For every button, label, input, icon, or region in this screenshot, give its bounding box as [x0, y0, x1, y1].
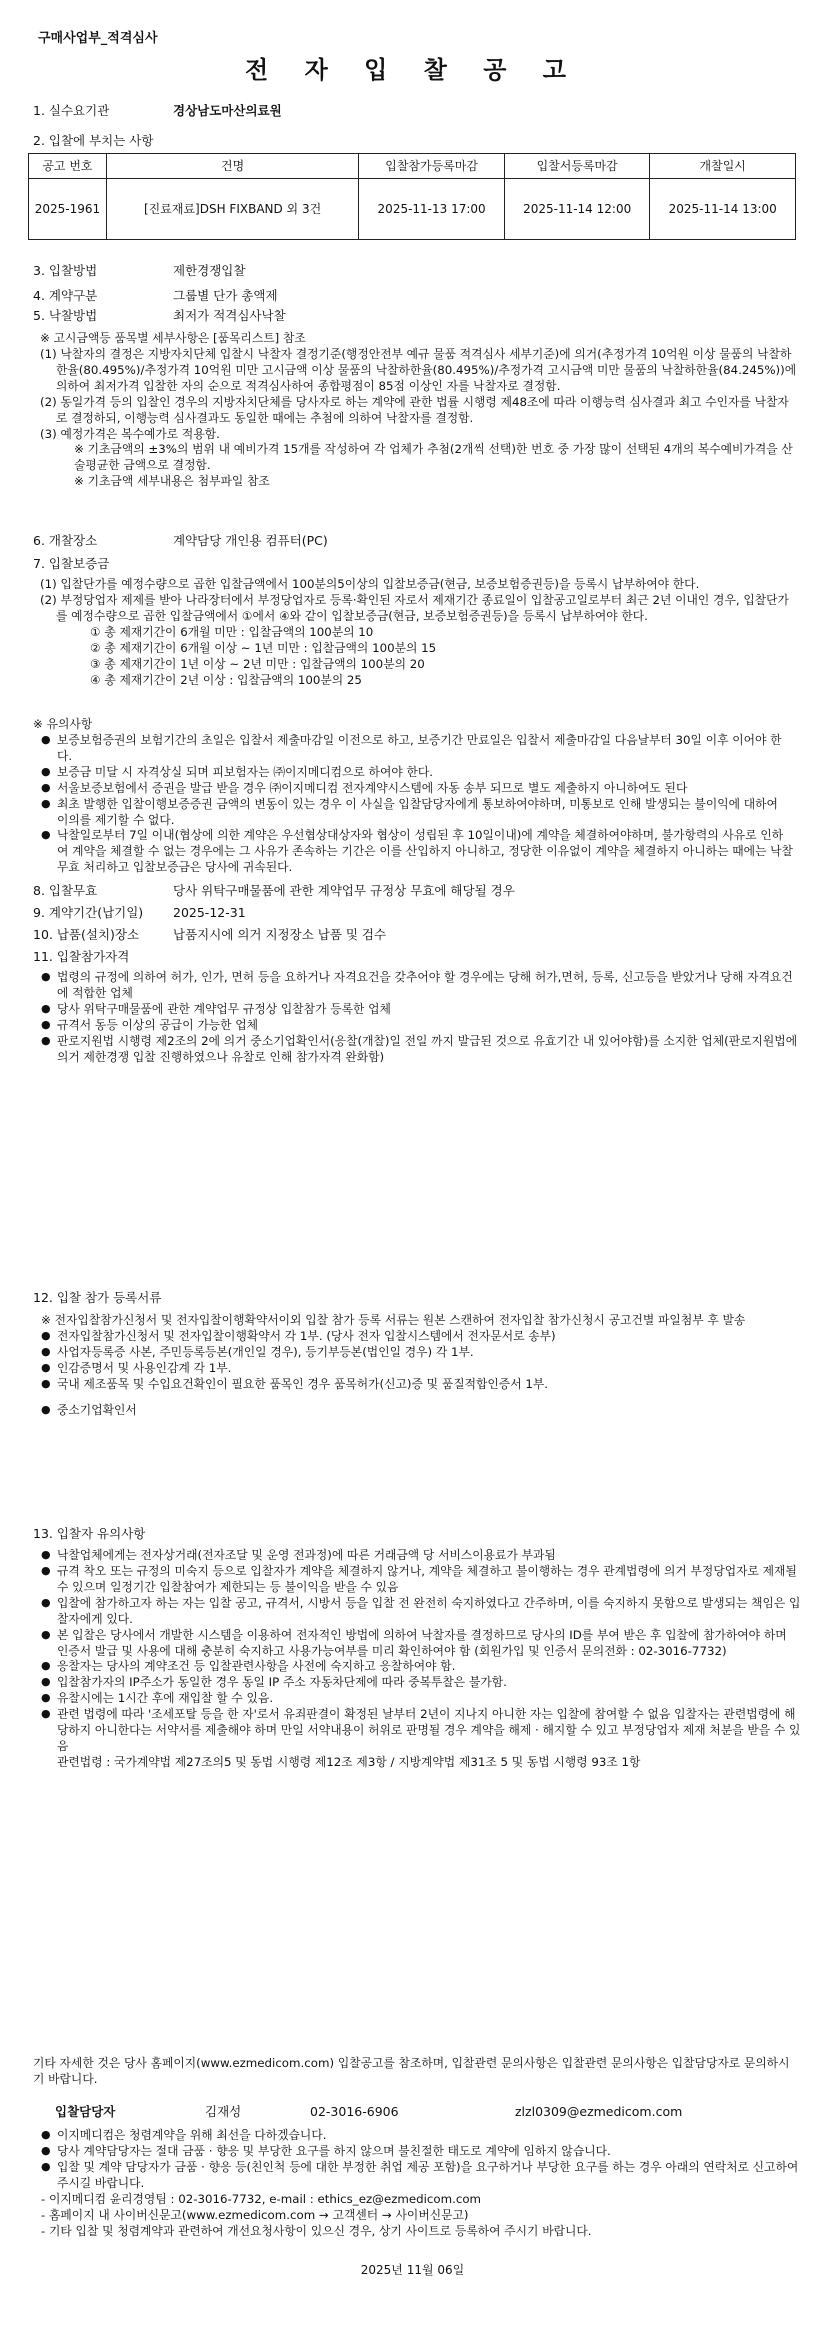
- cell-opening-time: 2025-11-14 13:00: [650, 179, 796, 240]
- section-1: [33, 103, 282, 120]
- document-item: ● 중소기업확인서: [41, 1403, 801, 1419]
- notice-item: ● 응찰자는 당사의 계약조건 등 입찰관련사항을 사전에 숙지하고 응찰하여야 함.: [41, 1659, 801, 1675]
- ethics-item: ● 입찰 및 계약 담당자가 금품 · 향응 등(친인척 등에 대한 부정한 취업 제공 포함)을 요구하거나 부당한 요구를 하는 경우 아래의 연락처로 신고하여 주시길 바랍니다.: [41, 2160, 801, 2192]
- ethics-item: ● 당사 계약담당자는 절대 금품 · 향응 및 부당한 요구를 하지 않으며 불친절한 태도로 계약에 임하지 않습니다.: [41, 2144, 801, 2160]
- section-6: [33, 533, 328, 550]
- section-7-item: (1) 입찰단가를 예정수량으로 곱한 입찰금액에서 100분의5이상의 입찰보증금(현금, 보증보험증권등)을 등록시 납부하여야 한다.: [40, 577, 700, 591]
- section-7-details: [40, 577, 800, 688]
- section-9: [33, 905, 246, 922]
- page-title: 전 자 입 찰 공 고: [245, 56, 580, 84]
- section-11-label: 11. 입찰참가자격: [33, 949, 130, 964]
- section-12-details: [41, 1313, 801, 1419]
- section-4: [33, 288, 278, 305]
- section-7-sub: ② 총 제재기간이 6개월 이상 ~ 1년 미만 : 입찰금액의 100분의 15: [90, 640, 437, 655]
- section-8-label: 8. 입찰무효: [33, 883, 98, 898]
- section-3-label: 3. 입찰방법: [33, 263, 98, 278]
- law-reference: 관련법령 : 국가계약법 제27조의5 및 동법 시행령 제12조 제3항 / 지방계약법 제31조 5 및 동법 시행령 93조 1항: [57, 1754, 641, 1769]
- section-12-label: 12. 입찰 참가 등록서류: [33, 1290, 162, 1305]
- col-opening-time: 개찰일시: [650, 154, 796, 179]
- notice-item: ● 관련 법령에 따라 '조세포탈 등을 한 자'로서 유죄판결이 확정된 날부터 2년이 지나지 아니한 자는 입찰에 참여할 수 없음 입찰자는 관련법령에 해당하지 아니한다는 서약서를 제출해야 하며 만일 서약내용이 허위로 판명될 경우 계약을 해제 · 해지할 수 있고 부정당업자 제재 처분을 받을 수 있음: [41, 1707, 801, 1755]
- section-7-sub: ③ 총 제재기간이 1년 이상 ~ 2년 미만 : 입찰금액의 100분의 20: [90, 656, 425, 671]
- caution-item: ● 보증금 미달 시 자격상실 되며 피보험자는 ㈜이지메디컴으로 하여야 한다.: [41, 765, 793, 781]
- qualification-item: ● 법령의 규정에 의하여 허가, 인가, 면허 등을 요하거나 자격요건을 갖추어야 할 경우에는 당해 허가,면허, 등록, 신고등을 받았거나 당해 자격요건에 적합한 업체: [41, 970, 801, 1002]
- section-11-details: [41, 970, 801, 1066]
- col-notice-no: 공고 번호: [29, 154, 107, 179]
- invalid-bid: 당사 위탁구매물품에 관한 계약업무 규정상 무효에 해당될 경우: [173, 883, 515, 898]
- notice-item: ● 낙찰업체에게는 전자상거래(전자조달 및 운영 전과정)에 따른 거래금액 당 서비스이용료가 부과됨: [41, 1548, 801, 1564]
- qualification-item: ● 당사 위탁구매물품에 관한 계약업무 규정상 입찰참가 등록한 업체: [41, 1002, 801, 1018]
- delivery-place: 납품지시에 의거 지정장소 납품 및 검수: [173, 927, 387, 942]
- notice-item: ● 입찰에 참가하고자 하는 자는 입찰 공고, 규격서, 시방서 등을 입찰 전 완전히 숙지하였다고 간주하며, 이를 숙지하지 못함으로 발생되는 책임은 입찰자에게 있다.: [41, 1596, 801, 1628]
- cell-item-name: [진료재료]DSH FIXBAND 외 3건: [106, 179, 359, 240]
- section-10-label: 10. 납품(설치)장소: [33, 927, 140, 942]
- caution-item: ● 보증보험증권의 보험기간의 초일은 입찰서 제출마감일 이전으로 하고, 보증기간 만료일은 입찰서 제출마감일 다음날부터 30일 이후 이어야 한다.: [41, 733, 793, 765]
- bid-method: 제한경쟁입찰: [173, 263, 246, 278]
- document-item: ● 국내 제조품목 및 수입요건확인이 필요한 품목인 경우 품목허가(신고)증 및 품질적합인증서 1부.: [41, 1377, 801, 1393]
- section-12-note: ※ 전자입찰참가신청서 및 전자입찰이행확약서이외 입찰 참가 등록 서류는 원본 스캔하여 전자입찰 참가신청시 공고건별 파일첨부 후 발송: [41, 1313, 746, 1327]
- section-3: [33, 263, 245, 280]
- department-label: 구매사업부_적격심사: [38, 31, 158, 46]
- contact-email: zlzl0309@ezmedicom.com: [515, 2104, 683, 2119]
- section-5-subnote: ※ 기초금액 세부내용은 첨부파일 참조: [74, 474, 270, 489]
- section-7-sub: ① 총 제재기간이 6개월 미만 : 입찰금액의 100분의 10: [90, 624, 374, 639]
- section-7-label: 7. 입찰보증금: [33, 556, 110, 571]
- section-5-item: (1) 낙찰자의 결정은 지방자치단체 입찰시 낙찰자 결정기준(행정안전부 예규 물품 적격심사 세부기준)에 의거(추정가격 10억원 이상 물품의 낙찰하한율(80.495%)/추정가격 10억원 미만 고시금액 이상 물품의 낙찰하한율(80.495%)/추정가격 고시금액 미만 물품의 낙찰하한율(84.245%))에 의하여 최저가격 입찰한 자의 순으로 적격심사하여 종합평점이 85점 이상인 자를 낙찰자로 결정함.: [40, 346, 797, 393]
- notice-item: ● 입찰참가자의 IP주소가 동일한 경우 동일 IP 주소 자동차단제에 따라 중복투찰은 불가함.: [41, 1675, 801, 1691]
- cell-reg-deadline: 2025-11-13 17:00: [359, 179, 505, 240]
- section-5-label: 5. 낙찰방법: [33, 308, 98, 323]
- ethics-item: ● 이지메디컴은 청렴계약을 위해 최선을 다하겠습니다.: [41, 2128, 801, 2144]
- section-13-details: [41, 1548, 801, 1771]
- caution-item: ● 낙찰일로부터 7일 이내(협상에 의한 계약은 우선협상대상자와 협상이 성립된 후 10일이내)에 계약을 체결하여야하며, 불가항력의 사유로 인하여 계약을 체결할 수 없는 경우에는 그 사유가 존속하는 기간은 이를 산입하지 아니하고, 정당한 이유없이 계약을 체결하지 아니하는 때에는 낙찰 무효 처리하고 입찰보증금은 당사에 귀속된다.: [41, 828, 793, 876]
- footer-line: - 기타 입찰 및 청렴계약과 관련하여 개선요청사항이 있으신 경우, 상기 사이트로 등록하여 주시기 바랍니다.: [41, 2223, 592, 2238]
- section-5-item: (3) 예정가격은 복수예가로 적용함.: [40, 426, 220, 441]
- document-item: ● 사업자등록증 사본, 주민등록등본(개인일 경우), 등기부등본(법인일 경우) 각 1부.: [41, 1345, 801, 1361]
- caution-label: ※ 유의사항: [33, 717, 93, 731]
- footer-line: - 홈페이지 내 사이버신문고(www.ezmedicom.com → 고객센터 → 사이버신문고): [41, 2207, 469, 2222]
- section-13-label: 13. 입찰자 유의사항: [33, 1526, 146, 1541]
- notice-item: ● 유찰시에는 1시간 후에 재입찰 할 수 있음.: [41, 1691, 801, 1707]
- notice-item: ● 규격 착오 또는 규정의 미숙지 등으로 입찰자가 계약을 체결하지 않거나, 계약을 체결하고 불이행하는 경우 관계법령에 의거 부정당업자로 제재될 수 있으며 일정기간 입찰참여가 제한되는 등 불이익을 받을 수 있음: [41, 1564, 801, 1596]
- contract-period: 2025-12-31: [173, 905, 246, 920]
- document-item: ● 인감증명서 및 사용인감계 각 1부.: [41, 1361, 801, 1377]
- opening-place: 계약담당 개인용 컴퓨터(PC): [173, 533, 328, 548]
- qualification-item: ● 규격서 동등 이상의 공급이 가능한 업체: [41, 1018, 801, 1034]
- notice-date: 2025년 11월 06일: [360, 2263, 465, 2277]
- caution-item: ● 서울보증보험에서 증권을 발급 받을 경우 ㈜이지메디컴 전자계약시스템에 자동 송부 되므로 별도 제출하지 아니하여도 된다: [41, 781, 793, 797]
- section-5-subnote: ※ 기초금액의 ±3%의 범위 내 예비가격 15개를 작성하여 각 업체가 추첨(2개씩 선택)한 번호 중 가장 많이 선택된 4개의 복수예비가격을 산술평균한 금액으로 결정함.: [74, 442, 793, 473]
- section-6-label: 6. 개찰장소: [33, 533, 98, 548]
- footer-intro: 기타 자세한 것은 당사 홈페이지(www.ezmedicom.com) 입찰공고를 참조하며, 입찰관련 문의사항은 입찰관련 문의사항은 입찰담당자로 문의하시기 바랍니다.: [33, 2056, 790, 2086]
- cell-bid-deadline: 2025-11-14 12:00: [504, 179, 650, 240]
- table-row: [29, 179, 796, 240]
- col-bid-deadline: 입찰서등록마감: [504, 154, 650, 179]
- contact-name: 김재성: [205, 2104, 242, 2119]
- contact-row: [55, 2104, 682, 2121]
- cell-notice-no: 2025-1961: [29, 179, 107, 240]
- col-item-name: 건명: [106, 154, 359, 179]
- table-header-row: [29, 154, 796, 179]
- section-4-label: 4. 계약구분: [33, 288, 98, 303]
- section-7-sub: ④ 총 제재기간이 2년 이상 : 입찰금액의 100분의 25: [90, 672, 362, 687]
- caution-block: [33, 717, 793, 876]
- contact-phone: 02-3016-6906: [310, 2104, 399, 2119]
- section-5-note: ※ 고시금액등 품목별 세부사항은 [품목리스트] 참조: [40, 331, 306, 345]
- footer-line: - 이지메디컴 윤리경영팀 : 02-3016-7732, e-mail : ethics_ez@ezmedicom.com: [41, 2191, 482, 2206]
- contact-label: 입찰담당자: [55, 2104, 116, 2119]
- section-1-label: 1. 실수요기관: [33, 103, 110, 118]
- notice-item: ● 본 입찰은 당사에서 개발한 시스템을 이용하여 전자적인 방법에 의하여 낙찰자를 결정하므로 당사의 ID를 부여 받은 후 입찰에 참가하여야 하며 인증서 발급 및 사용에 대해 충분히 숙지하고 사용가능여부를 미리 확인하여야 함 (회원가입 및 인증서 문의전화 : 02-3016-7732): [41, 1628, 801, 1660]
- caution-item: ● 최초 발행한 입찰이행보증증권 금액의 변동이 있는 경우 이 사실을 입찰담당자에게 통보하여야하며, 미통보로 인해 발생되는 불이익에 대하여 이의를 제기할 수 없다.: [41, 797, 793, 829]
- qualification-item: ● 판로지원법 시행령 제2조의 2에 의거 중소기업확인서(응찰(개찰)일 전일 까지 발급된 것으로 유효기간 내 있어야함)를 소지한 업체(판로지원법에 의거 제한경쟁 입찰 진행하였으나 유찰로 인해 참가자격 완화함): [41, 1034, 801, 1066]
- section-5: [33, 308, 286, 325]
- footer-details: [41, 2128, 801, 2239]
- document-item: ● 전자입찰참가신청서 및 전자입찰이행확약서 각 1부. (당사 전자 입찰시스템에서 전자문서로 송부): [41, 1329, 801, 1345]
- section-7-item: (2) 부정당업자 제제를 받아 나라장터에서 부정당업자로 등록·확인된 자로서 제재기간 종료일이 입찰공고일로부터 최근 2년 이내인 경우, 입찰단가를 예정수량으로 곱한 입찰금액에서 ①에서 ④와 같이 입찰보증금(현금, 보증보험증권등)을 등록시 납부하여야 한다.: [40, 592, 789, 623]
- section-5-item: (2) 동일가격 등의 입찰인 경우의 지방자치단체를 당사자로 하는 계약에 관한 법률 시행령 제48조에 따라 이행능력 심사결과 최고 수인자를 낙찰자로 결정하되, 이행능력 심사결과도 동일한 때에는 추첨에 의하여 낙찰자를 결정함.: [40, 394, 789, 425]
- section-8: [33, 883, 515, 900]
- col-reg-deadline: 입찰참가등록마감: [359, 154, 505, 179]
- section-9-label: 9. 계약기간(납기일): [33, 905, 144, 920]
- contract-type: 그룹별 단가 총액제: [173, 288, 278, 303]
- institution-name: 경상남도마산의료원: [173, 103, 282, 118]
- award-method: 최저가 적격심사낙찰: [173, 308, 286, 323]
- section-10: [33, 927, 386, 944]
- section-2-label: 2. 입찰에 부치는 사항: [33, 133, 154, 148]
- section-5-details: [40, 331, 800, 490]
- bid-items-table: [28, 153, 796, 240]
